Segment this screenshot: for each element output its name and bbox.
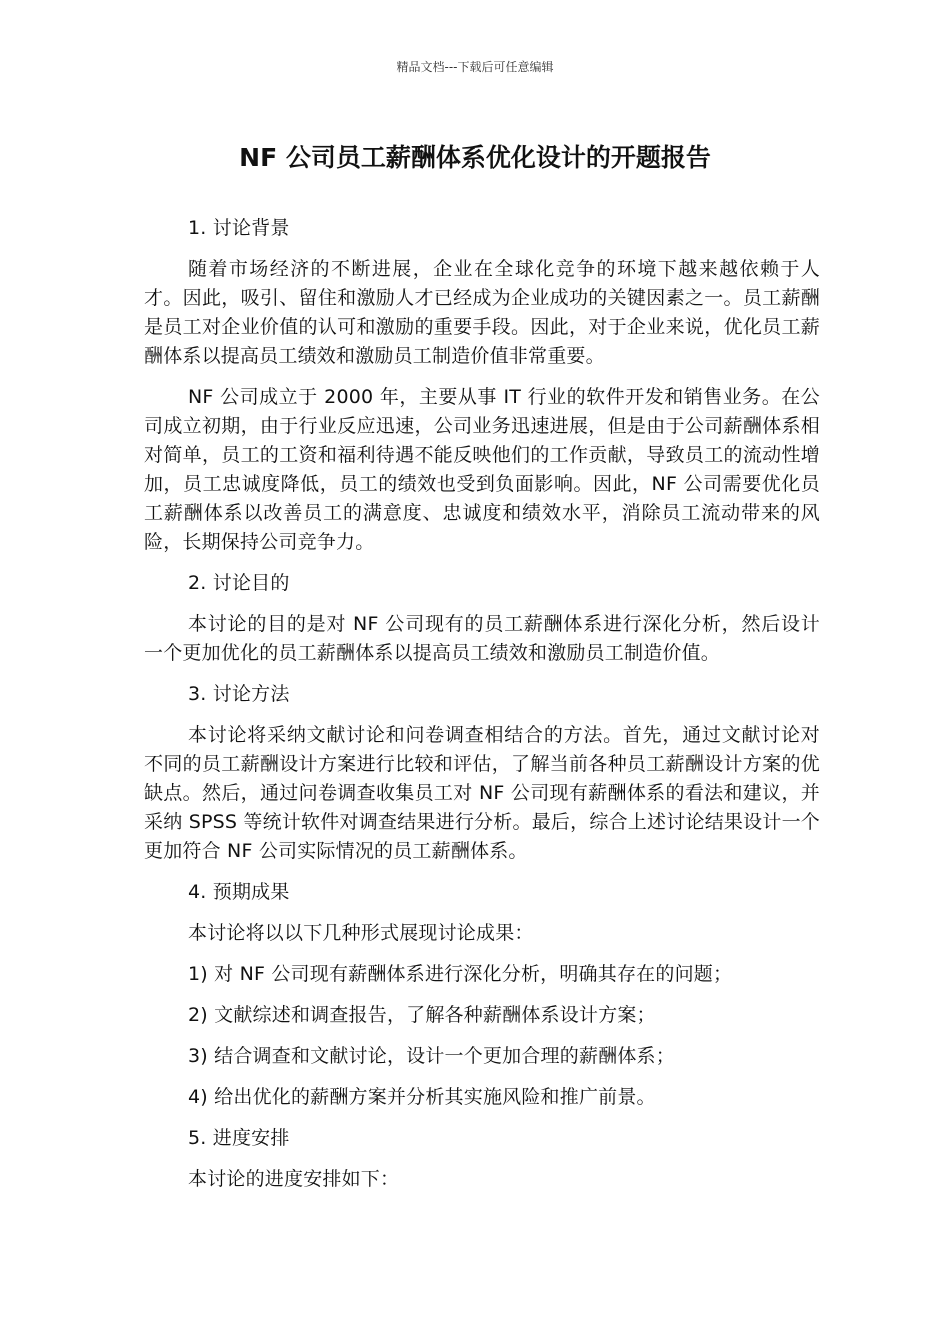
header-note: 精品文档---下载后可任意编辑: [396, 60, 554, 74]
section-heading-schedule: 5. 进度安排: [188, 1127, 290, 1149]
document-title: NF 公司员工薪酬体系优化设计的开题报告: [239, 143, 711, 172]
list-item-outcome-3: 3) 结合调查和文献讨论，设计一个更加合理的薪酬体系；: [188, 1045, 675, 1067]
section-heading-background: 1. 讨论背景: [188, 217, 290, 239]
paragraph-background-2: NF 公司成立于 2000 年，主要从事 IT 行业的软件开发和销售业务。在公司成立初期，由于行业反应迅速，公司业务迅速进展，但是由于公司薪酬体系相对简单，员工的工资和福利待遇不能反映他们的工作贡献，导致员工的流动性增加，员工忠诚度降低，员工的绩效也受到负面影响。因此，NF 公司需要优化员工薪酬体系以改善员工的满意度、忠诚度和绩效水平，消除员工流动带来的风险，长期保持公司竞争力。: [144, 386, 820, 553]
section-heading-outcomes: 4. 预期成果: [188, 881, 290, 903]
section-heading-method: 3. 讨论方法: [188, 683, 290, 705]
document-body: [144, 214, 820, 1206]
paragraph-outcomes-intro: 本讨论将以以下几种形式展现讨论成果：: [188, 922, 534, 944]
list-item-outcome-2: 2) 文献综述和调查报告，了解各种薪酬体系设计方案；: [188, 1004, 656, 1026]
paragraph-purpose: 本讨论的目的是对 NF 公司现有的员工薪酬体系进行深化分析，然后设计一个更加优化的员工薪酬体系以提高员工绩效和激励员工制造价值。: [144, 613, 820, 664]
section-heading-purpose: 2. 讨论目的: [188, 572, 290, 594]
paragraph-background-1: 随着市场经济的不断进展，企业在全球化竞争的环境下越来越依赖于人才。因此，吸引、留住和激励人才已经成为企业成功的关键因素之一。员工薪酬是员工对企业价值的认可和激励的重要手段。因此，对于企业来说，优化员工薪酬体系以提高员工绩效和激励员工制造价值非常重要。: [144, 258, 820, 367]
paragraph-method: 本讨论将采纳文献讨论和问卷调查相结合的方法。首先，通过文献讨论对不同的员工薪酬设计方案进行比较和评估，了解当前各种员工薪酬设计方案的优缺点。然后，通过问卷调查收集员工对 NF 公司现有薪酬体系的看法和建议，并采纳 SPSS 等统计软件对调查结果进行分析。最后，综合上述讨论结果设计一个更加符合 NF 公司实际情况的员工薪酬体系。: [144, 724, 820, 862]
list-item-outcome-1: 1) 对 NF 公司现有薪酬体系进行深化分析，明确其存在的问题；: [188, 963, 733, 985]
paragraph-schedule-intro: 本讨论的进度安排如下：: [188, 1168, 400, 1190]
list-item-outcome-4: 4) 给出优化的薪酬方案并分析其实施风险和推广前景。: [188, 1086, 656, 1108]
